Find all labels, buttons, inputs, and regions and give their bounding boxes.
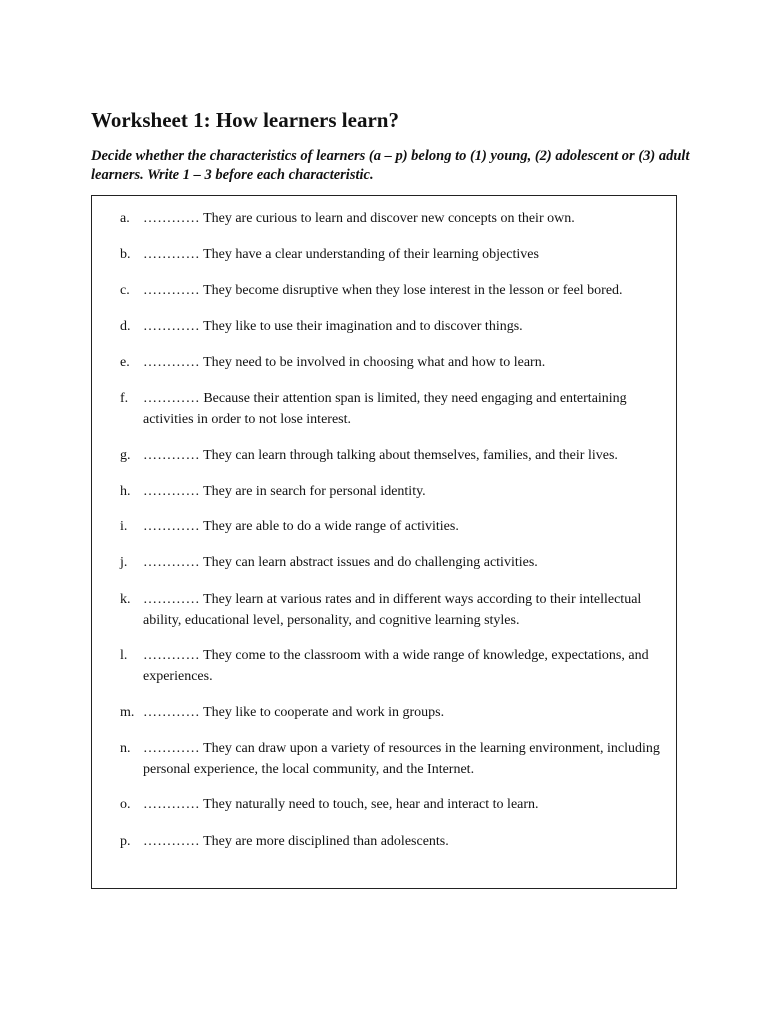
answer-blank: ………… <box>143 247 200 262</box>
answer-blank: ………… <box>143 484 200 499</box>
answer-blank: ………… <box>143 355 200 370</box>
answer-blank: ………… <box>143 211 200 226</box>
answer-blank: ………… <box>143 834 200 849</box>
worksheet-instructions: Decide whether the characteristics of learners (a – p) belong to (1) young, (2) adolescent or (3) adult learners. Write 1 – 3 before each characteristic. <box>91 148 690 183</box>
item-text <box>143 590 671 631</box>
answer-blank: ………… <box>143 319 200 334</box>
item-text <box>143 389 671 430</box>
item-letter: g. <box>120 448 131 463</box>
answer-blank: ………… <box>143 648 200 663</box>
worksheet-title: Worksheet 1: How learners learn? <box>91 108 399 132</box>
item-description: They are able to do a wide range of activities. <box>203 519 459 534</box>
answer-blank: ………… <box>143 705 200 720</box>
item-description: They can learn abstract issues and do challenging activities. <box>203 555 538 570</box>
item-letter: a. <box>120 211 130 226</box>
item-description: They are curious to learn and discover new concepts on their own. <box>203 211 575 226</box>
item-description: They become disruptive when they lose interest in the lesson or feel bored. <box>203 283 623 298</box>
item-text <box>143 517 671 538</box>
item-description: They come to the classroom with a wide range of knowledge, expectations, and experiences. <box>143 648 649 684</box>
item-letter: n. <box>120 741 131 756</box>
item-letter: e. <box>120 355 130 370</box>
answer-blank: ………… <box>143 797 200 812</box>
item-letter: k. <box>120 592 131 607</box>
item-description: They have a clear understanding of their learning objectives <box>203 247 539 262</box>
answer-blank: ………… <box>143 592 200 607</box>
item-description: They are in search for personal identity. <box>203 484 426 499</box>
item-description: They can learn through talking about themselves, families, and their lives. <box>203 448 618 463</box>
answer-blank: ………… <box>143 448 200 463</box>
item-letter: o. <box>120 797 131 812</box>
item-description: They like to cooperate and work in groups. <box>203 705 445 720</box>
item-description: They can draw upon a variety of resources in the learning environment, including personal experience, the local community, and the Internet. <box>143 741 660 777</box>
item-letter: f. <box>120 391 129 406</box>
item-text <box>143 553 671 574</box>
item-text <box>143 353 671 374</box>
item-text <box>143 317 671 338</box>
item-description: They need to be involved in choosing what and how to learn. <box>203 355 546 370</box>
item-text <box>143 245 671 266</box>
item-description: They like to use their imagination and to discover things. <box>203 319 523 334</box>
item-description: They naturally need to touch, see, hear and interact to learn. <box>203 797 539 812</box>
item-letter: m. <box>120 705 135 720</box>
item-text <box>143 446 671 467</box>
item-letter: j. <box>120 555 128 570</box>
item-description: They learn at various rates and in different ways according to their intellectual ability, educational level, personality, and cognitive learning styles. <box>143 592 642 628</box>
answer-blank: ………… <box>143 283 200 298</box>
item-text <box>143 281 671 302</box>
answer-blank: ………… <box>143 519 200 534</box>
answer-blank: ………… <box>143 741 200 756</box>
item-text <box>143 703 671 724</box>
item-text <box>143 832 671 853</box>
item-text <box>143 739 671 780</box>
item-text <box>143 209 671 230</box>
item-letter: i. <box>120 519 128 534</box>
item-letter: h. <box>120 484 131 499</box>
item-letter: b. <box>120 247 131 262</box>
answer-blank: ………… <box>143 391 200 406</box>
answer-blank: ………… <box>143 555 200 570</box>
item-description: Because their attention span is limited, they need engaging and entertaining activities in order to not lose interest. <box>143 391 627 427</box>
item-description: They are more disciplined than adolescents. <box>203 834 449 849</box>
item-letter: d. <box>120 319 131 334</box>
item-letter: c. <box>120 283 130 298</box>
item-text <box>143 795 671 816</box>
item-letter: p. <box>120 834 131 849</box>
item-letter: l. <box>120 648 128 663</box>
item-text <box>143 646 671 687</box>
item-text <box>143 482 671 503</box>
